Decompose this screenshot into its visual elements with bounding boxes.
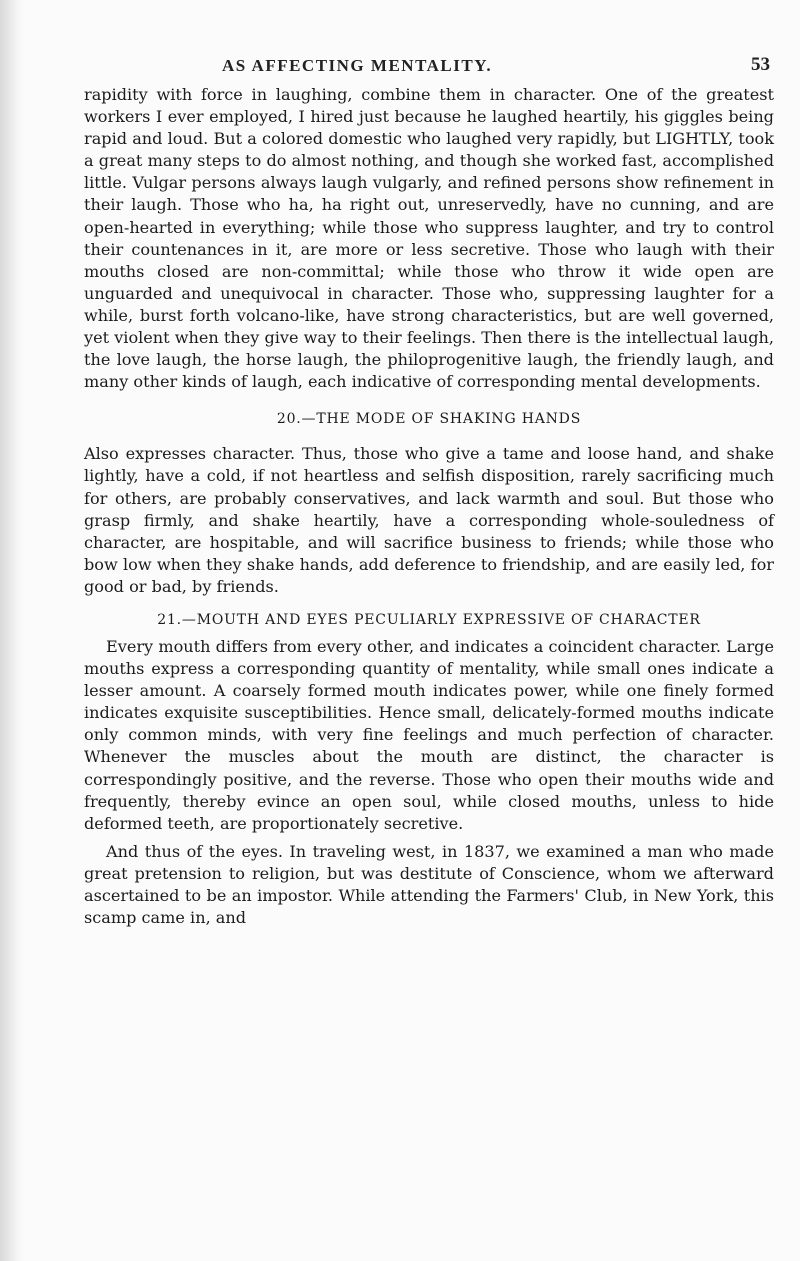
section-heading-shaking-hands: 20.—THE MODE OF SHAKING HANDS — [276, 411, 582, 428]
paragraph-shaking-hands: Also expresses character. Thus, those who give a tame and loose hand, and shake lightly, have a cold, if not heartless and selfish disposition, rarely sacrificing much for others, are probably conservatives, and lack warmth and soul. But those who grasp firmly, and shake heartily, have a corresponding whole-souledness of character, are hospitable, and will sacrifice business to friends; while those who bow low when they shake hands, add deference to friendship, and are easily led, for good or bad, by friends. — [84, 444, 774, 596]
body-text — [84, 84, 774, 929]
page-edge-shadow — [0, 0, 24, 1261]
running-head: AS AFFECTING MENTALITY. — [222, 56, 493, 75]
page-number: 53 — [751, 54, 770, 75]
paragraph-eyes: And thus of the eyes. In traveling west, in 1837, we examined a man who made great pretension to religion, but was destitute of Conscience, whom we afterward ascertained to be an impostor. While attending the Farmers' Club, in New York, this scamp came in, and — [84, 841, 774, 928]
paragraph-laughing: rapidity with force in laughing, combine them in character. One of the greatest workers I ever employed, I hired just because he laughed heartily, his giggles being rapid and loud. But a colored domestic who laughed very rapidly, but LIGHTLY, took a great many steps to do almost nothing, and though she worked fast, accomplished little. Vulgar persons always laugh vulgarly, and refined persons show refinement in their laugh. Those who ha, ha right out, unreservedly, have no cunning, and are open-hearted in everything; while those who suppress laughter, and try to control their countenances in it, are more or less secretive. Those who laugh with their mouths closed are non-committal; while those who throw it wide open are unguarded and unequivocal in character. Those who, suppressing laughter for a while, burst forth volcano-like, have strong characteristics, but are well governed, yet violent when they give way to their feelings. Then there is the intellectual laugh, the love laugh, the horse laugh, the philoprogenitive laugh, the friendly laugh, and many other kinds of laugh, each indicative of corresponding mental developments. — [84, 85, 774, 392]
paragraph-mouth: Every mouth differs from every other, and indicates a coincident character. Large mouths express a corresponding quantity of mentality, while small ones indicate a lesser amount. A coarsely formed mouth indicates power, while one finely formed indicates exquisite susceptibilities. Hence small, delicately-formed mouths indicate only common minds, with very fine feelings and much perfection of character. Whenever the muscles about the mouth are distinct, the character is correspondingly positive, and the reverse. Those who open their mouths wide and frequently, thereby evince an open soul, while closed mouths, unless to hide deformed teeth, are proportionately secretive. — [84, 636, 774, 833]
section-heading-mouth-eyes: 21.—MOUTH AND EYES PECULIARLY EXPRESSIVE OF CHARACTER — [157, 611, 701, 628]
